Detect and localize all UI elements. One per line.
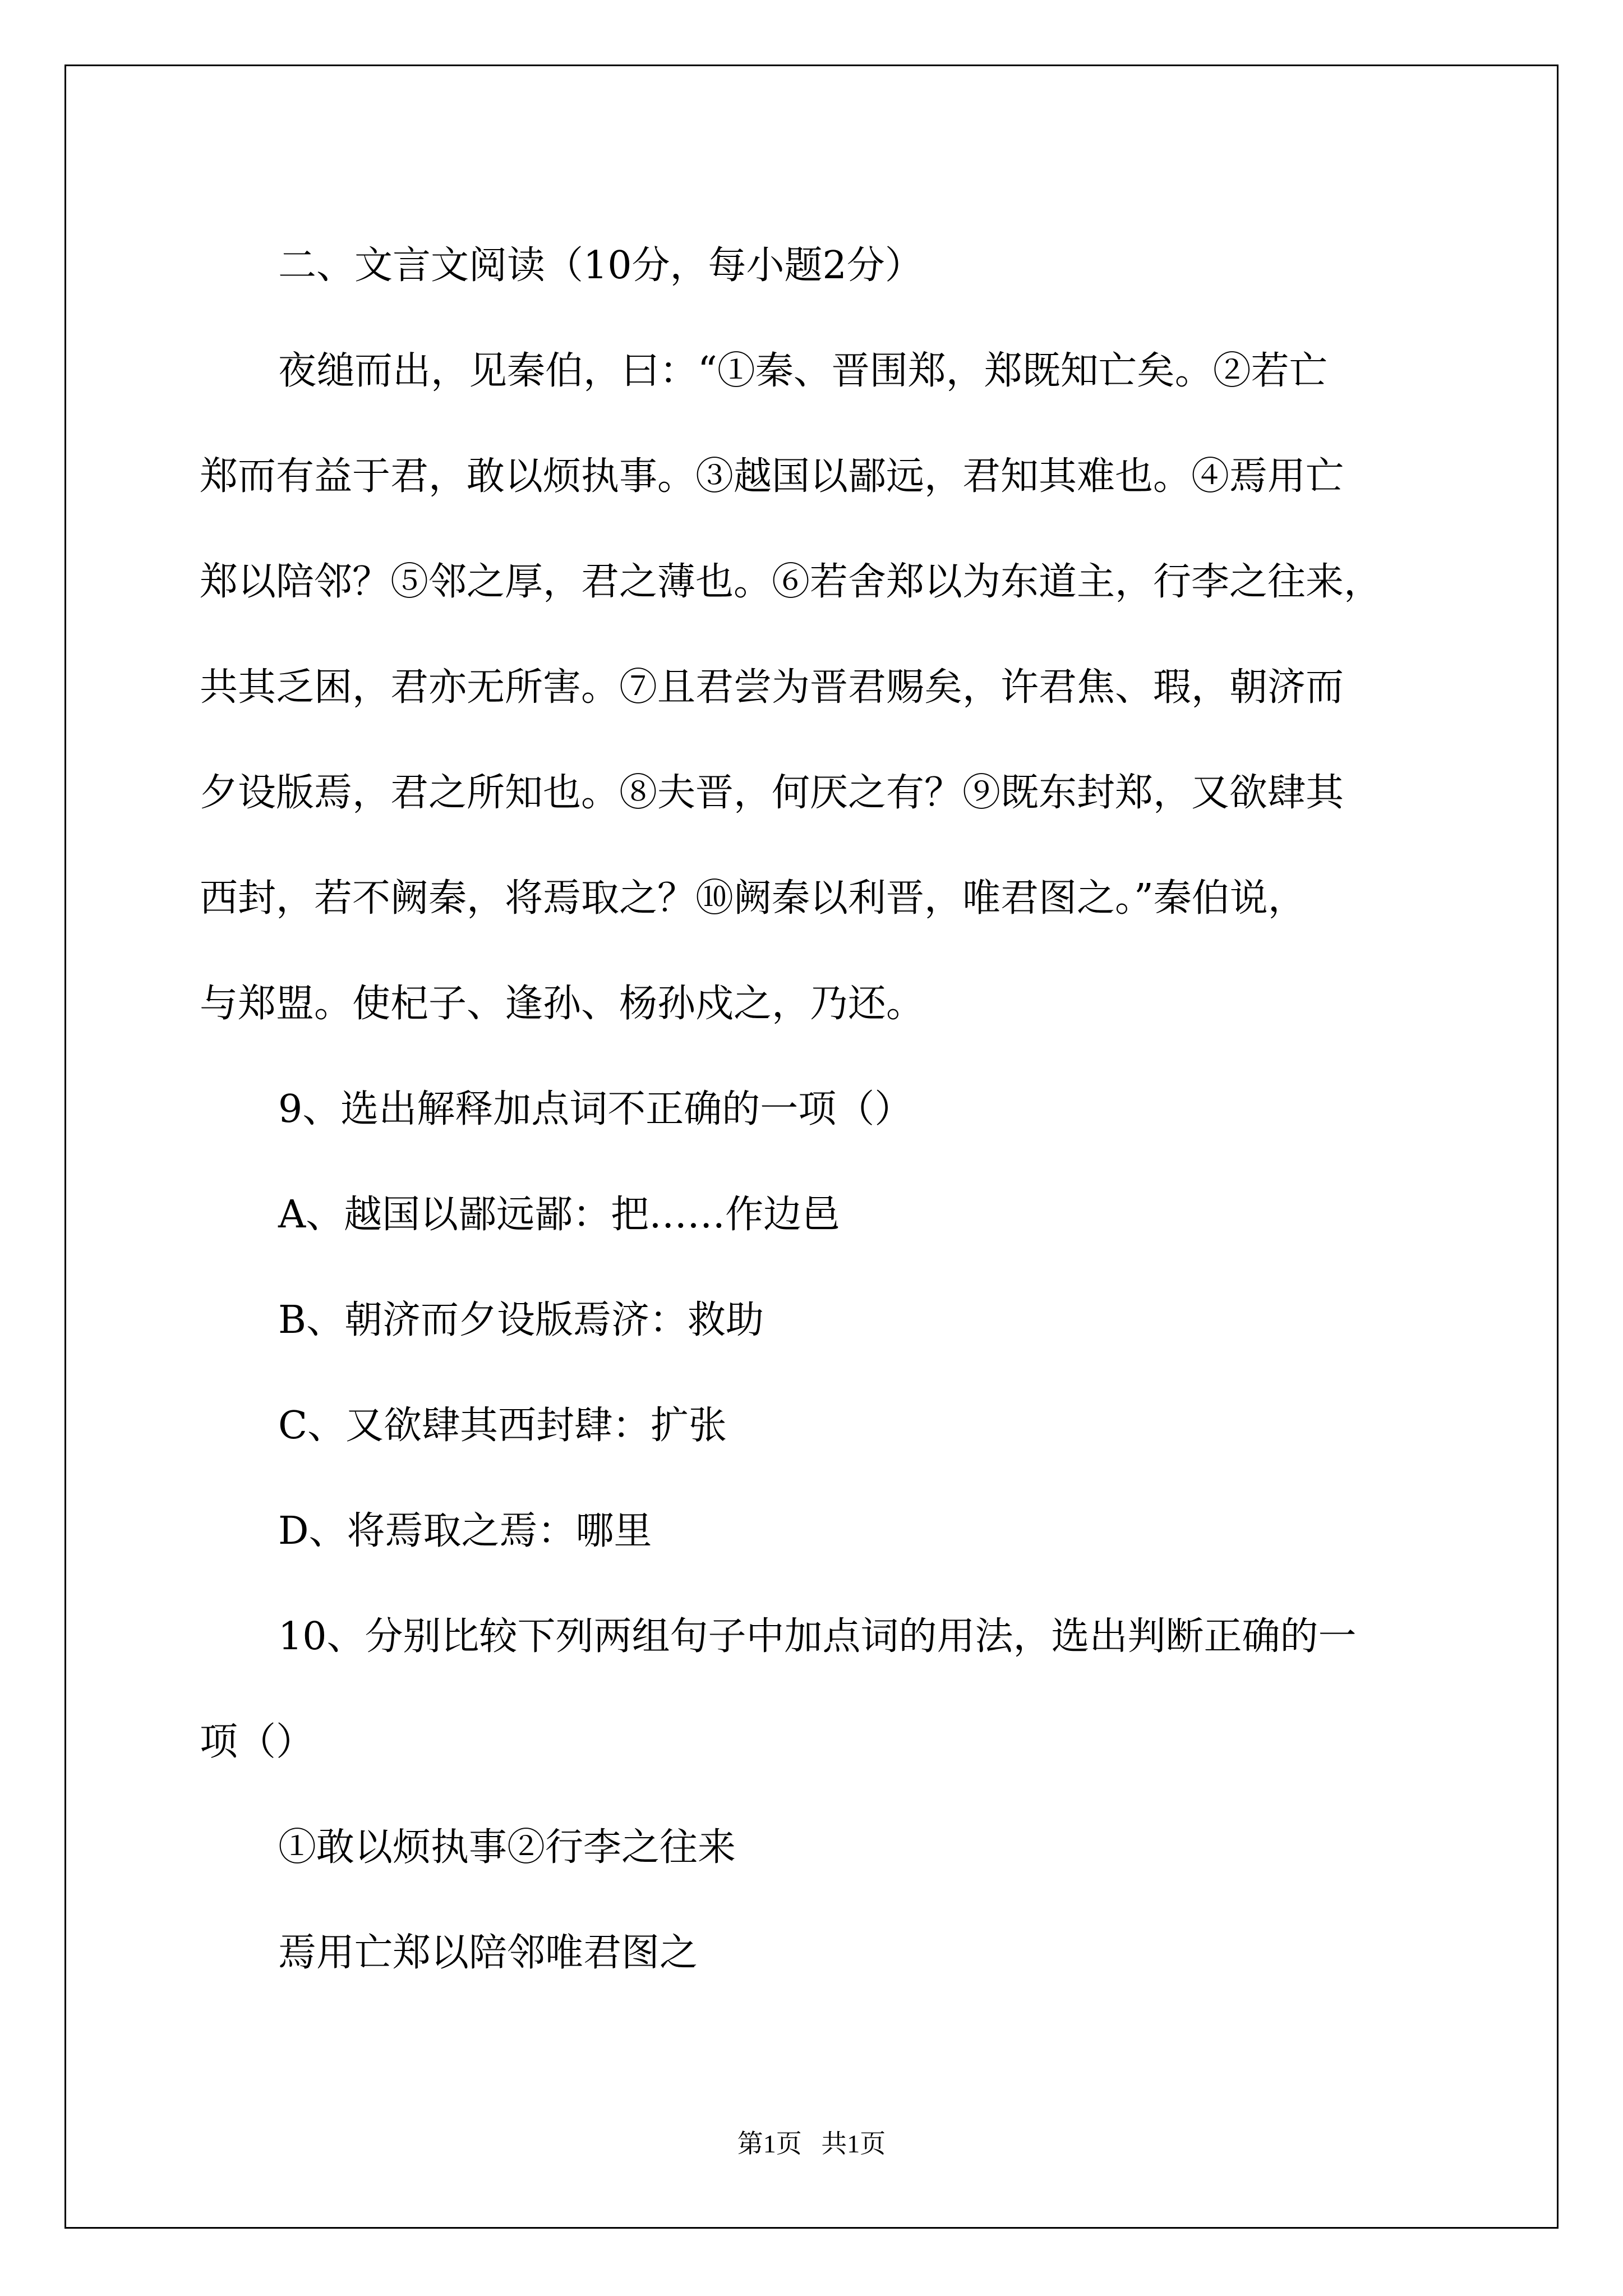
question-9 [200,1057,1461,1584]
question-10-stem-continued: 项（） [200,1720,315,1764]
question-9-option-a: A、越国以鄙远鄙：把……作边邑 [278,1193,840,1237]
question-9-option-c: C、又欲肆其西封肆：扩张 [278,1404,727,1448]
question-10-group-2: 焉用亡郑以陪邻唯君图之 [278,1931,698,1975]
question-10 [200,1584,1461,2006]
passage-line: 郑而有益于君，敢以烦执事。③越国以鄙远，君知其难也。④焉用亡 [200,454,1344,499]
passage [200,319,1461,1057]
passage-line: 夜缒而出，见秦伯，曰：“①秦、晋围郑，郑既知亡矣。②若亡 [278,349,1327,393]
question-10-group-1: ①敢以烦执事②行李之往来 [278,1825,736,1870]
document-body [200,213,1461,2006]
page-footer: 第1页 共1页 [737,2129,886,2158]
question-9-option-d: D、将焉取之焉：哪里 [278,1509,652,1553]
passage-line: 夕设版焉，君之所知也。⑧夫晋，何厌之有？⑨既东封郑，又欲肆其 [200,771,1344,815]
passage-line: 与郑盟。使杞子、逢孙、杨孙戍之，乃还。 [200,982,925,1026]
passage-line: 西封，若不阙秦，将焉取之？⑩阙秦以利晋，唯君图之。”秦伯说， [200,876,1306,921]
section-heading: 二、文言文阅读（10分，每小题2分） [278,243,923,288]
question-10-stem: 10、分别比较下列两组句子中加点词的用法，选出判断正确的一 [278,1614,1357,1659]
passage-line: 郑以陪邻？⑤邻之厚，君之薄也。⑥若舍郑以为东道主，行李之往来， [200,560,1382,604]
passage-line: 共其乏困，君亦无所害。⑦且君尝为晋君赐矣，许君焦、瑕，朝济而 [200,665,1344,710]
question-9-stem: 9、选出解释加点词不正确的一项（） [278,1087,913,1131]
question-9-option-b: B、朝济而夕设版焉济：救助 [278,1298,764,1342]
